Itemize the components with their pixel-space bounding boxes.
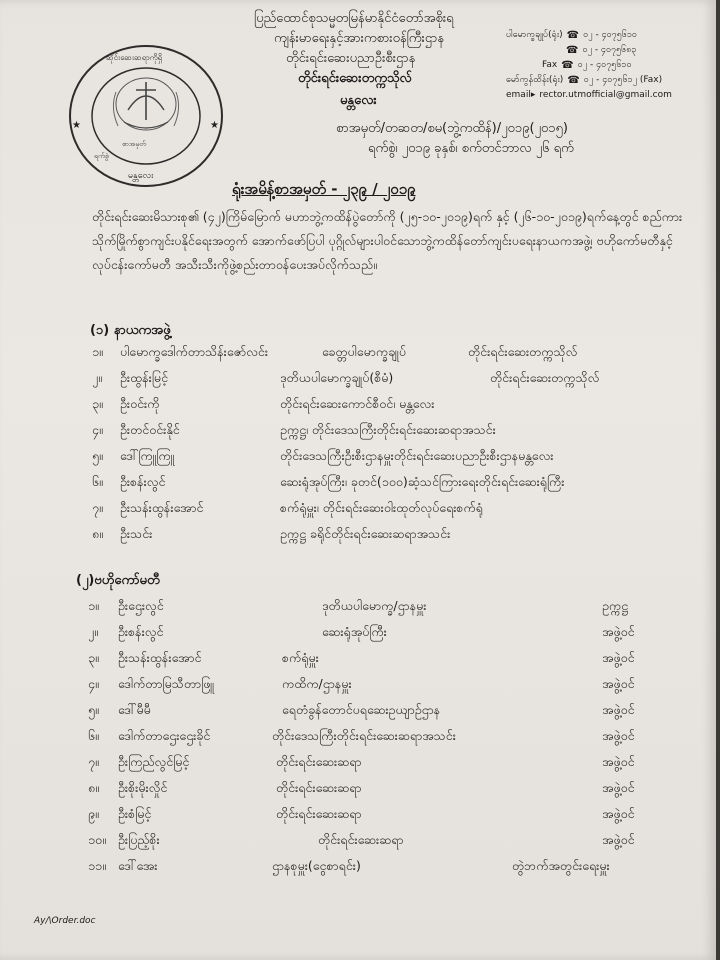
contact-number: ၀၂ - ၄၀၇၅၆၈၃ xyxy=(582,45,637,55)
member-position: ဌာနစုမှူး(ငွေစာရင်း) xyxy=(272,858,361,873)
phone-icon: ☎ xyxy=(567,75,580,86)
header-line-1: ပြည်ထောင်စုသမ္မတမြန်မာနိုင်ငံတော်အစိုးရ xyxy=(254,11,454,26)
item-number: ၉။ xyxy=(88,806,99,821)
member-name: ပါမောက္ခဒေါက်တာသိန်းဇော်လင်း xyxy=(120,344,269,359)
university-seal-icon xyxy=(66,42,226,190)
item-number: ၃။ xyxy=(92,396,103,411)
member-organization: တိုင်းရင်းဆေးတက္ကသိုလ် xyxy=(490,370,600,385)
member-position: စက်ရုံမှူး၊ တိုင်းရင်းဆေးဝါးထုတ်လုပ်ရေးစက်ရုံ xyxy=(280,500,483,515)
member-name: ဒေါ်အေး xyxy=(118,858,158,873)
contact-label: မော်ကွန်ထိန်း(ရုံး) xyxy=(506,75,564,85)
reference-number: စာအမှတ်/တဆတ/စမ(ဘွဲ့ကထိန်)/၂၀၁၉(၂၀၁၅) xyxy=(336,121,568,136)
phone-icon: ☎ xyxy=(566,30,580,41)
seal-left-text: စာအမှတ် xyxy=(122,140,147,148)
contact-number: ၀၂ - ၄၀၇၅၆၁၀ xyxy=(583,30,637,40)
header-line-3: တိုင်းရင်းဆေးပညာဦးစီးဌာန xyxy=(286,51,416,66)
order-paragraph: တိုင်းရင်းဆေးမိသားစု၏ (၄၂)ကြိမ်မြောက် မဟာဘွဲ့ကထိန်ပွဲတော်ကို (၂၅-၁၀-၂၀၁၉)ရက် နှင့် (၂၆-၁၀-၂၀၁၉)ရက်နေ့တွင် စည်ကားသိုက်မြိုက်စွာကျင်းပနိုင်ရေးအတွက် အောက်ဖော်ပြပါ ပုဂ္ဂိုလ်များပါဝင်သောဘွဲ့ကထိန်တော်ကျင်းပရေးနာယကအဖွဲ့၊ ဗဟိုကော်မတီနှင့် လုပ်ငန်းကော်မတီ အသီးသီးကိုဖွဲ့စည်းတာဝန်ပေးအပ်လိုက်သည်။ xyxy=(92,209,683,272)
member-role: အဖွဲ့ဝင် xyxy=(602,624,635,639)
contact-label: ပါမောက္ခချုပ်(ရုံး) xyxy=(506,30,563,40)
seal-bottom-text: မန္တလေး xyxy=(128,171,154,181)
contact-row xyxy=(506,58,716,73)
item-number: ၇။ xyxy=(88,754,99,769)
member-name: ဦးပြည့်စိုး xyxy=(118,832,160,847)
member-position: ကထိက/ဌာနမှူး xyxy=(282,676,352,691)
email-address[interactable]: rector.utmofficial@gmail.com xyxy=(539,90,672,100)
item-number: ၇။ xyxy=(92,500,103,515)
member-position: ခေတ္တပါမောက္ခချုပ် xyxy=(322,344,407,359)
member-name: ဒေါ်ကြူကြူ xyxy=(120,448,175,463)
member-role: အဖွဲ့ဝင် xyxy=(602,650,635,665)
contact-label: Fax xyxy=(542,60,558,70)
member-role: ဥက္ကဋ္ဌ xyxy=(602,598,628,613)
member-name: ဦးသန်းထွန်းအောင် xyxy=(118,650,202,665)
fax-icon: ☎ xyxy=(561,60,574,71)
list-item xyxy=(0,396,716,422)
member-name: ဦးစိုးမိုးလှိုင် xyxy=(118,780,168,795)
member-name: ဦးသန်းထွန်းအောင် xyxy=(120,500,204,515)
item-number: ၆။ xyxy=(92,474,103,489)
member-name: ဦးစံမြင့် xyxy=(118,806,152,821)
member-position: ရေတံခွန်တောင်ပရဆေးဥယျာဉ်ဌာန xyxy=(282,702,441,717)
seal-top-text: ဆိုင်းဆေးဆရာကိုရှိ xyxy=(106,53,163,62)
item-number: ၂။ xyxy=(92,370,102,385)
member-position: တိုင်းရင်းဆေးဆရာ xyxy=(276,754,362,769)
document-date: ရက်စွဲ၊ ၂၀၁၉ ခုနှစ်၊ စက်တင်ဘာလ ၂၆ ရက် xyxy=(368,141,574,156)
member-position: ဒုတိယပါမောက္ခချုပ်(စီမံ) xyxy=(280,370,394,385)
list-item xyxy=(0,676,716,702)
email-label: email▸ xyxy=(506,90,536,100)
svg-text:★: ★ xyxy=(72,120,81,131)
member-position: ဆေးရုံအုပ်ကြီး xyxy=(322,624,387,639)
item-number: ၃။ xyxy=(88,650,99,665)
member-role: အဖွဲ့ဝင် xyxy=(602,806,635,821)
member-position: ဥက္ကဋ္ဌ၊ တိုင်းဒေသကြီးတိုင်းရင်းဆေးဆရာအသင်း xyxy=(280,422,496,437)
member-position: ဥက္ကဋ္ဌ ခရိုင်တိုင်းရင်းဆေးဆရာအသင်း xyxy=(280,526,451,541)
member-role: အဖွဲ့ဝင် xyxy=(602,702,635,717)
member-position: တိုင်းဒေသကြီးတိုင်းရင်းဆေးဆရာအသင်း xyxy=(272,728,456,743)
contact-number: ၀၂ - ၄၀၇၅၆၁၀ xyxy=(577,60,632,70)
header-line-5: မန္တလေး xyxy=(340,93,377,108)
list-item xyxy=(0,624,716,650)
member-position: စက်ရုံမှူး xyxy=(282,650,319,665)
list-item xyxy=(0,500,716,526)
order-title: ရုံးအမိန့်စာအမှတ် - ၂၃၉ / ၂၀၁၉ xyxy=(232,180,416,198)
member-name: ဒေါက်တာမြသီတာဖြူ xyxy=(118,676,214,691)
list-item xyxy=(0,422,716,448)
member-name: ဦးကြည်လွင်မြင့် xyxy=(118,754,190,769)
item-number: ၅။ xyxy=(88,702,99,717)
item-number: ၁၁။ xyxy=(88,858,106,873)
list-item xyxy=(0,370,716,396)
member-name: ဦးစန်းလွင် xyxy=(120,474,166,489)
member-name: ဒေါ်မီမီ xyxy=(118,702,151,717)
list-item xyxy=(0,806,716,832)
item-number: ၅။ xyxy=(92,448,103,463)
item-number: ၁။ xyxy=(88,598,99,613)
contact-row xyxy=(506,28,716,43)
member-role: အဖွဲ့ဝင် xyxy=(602,780,635,795)
member-position: တိုင်းရင်းဆေးကောင်စီဝင်၊ မန္တလေး xyxy=(280,396,435,411)
member-name: ဒေါက်တာဌေးဌေးခိုင် xyxy=(118,728,211,743)
member-role: အဖွဲ့ဝင် xyxy=(602,832,635,847)
header-line-4: တိုင်းရင်းဆေးတက္ကသိုလ် xyxy=(298,71,412,86)
item-number: ၈။ xyxy=(88,780,99,795)
list-item xyxy=(0,702,716,728)
list-item xyxy=(0,728,716,754)
item-number: ၄။ xyxy=(92,422,103,437)
list-item xyxy=(0,448,716,474)
section-title-central-committee: (၂)ဗဟိုကော်မတီ xyxy=(76,573,160,588)
member-name: ဦးစန်းလွင် xyxy=(118,624,164,639)
section-title-patrons: (၁) နာယကအဖွဲ့ xyxy=(90,323,171,338)
item-number: ၆။ xyxy=(88,728,99,743)
header-line-2: ကျန်းမာရေးနှင့်အားကစားဝန်ကြီးဌာန xyxy=(274,31,445,46)
contact-row xyxy=(506,88,716,103)
list-item xyxy=(0,780,716,806)
list-item xyxy=(0,754,716,780)
list-item xyxy=(0,526,716,552)
list-item xyxy=(0,598,716,624)
member-position: တိုင်းရင်းဆေးဆရာ xyxy=(276,806,362,821)
member-position: ဆေးရုံအုပ်ကြီး၊ ခုတင်(၁၀၀)ဆံ့သင်ကြားရေးတိုင်းရင်းဆေးရုံကြီး xyxy=(280,474,565,489)
item-number: ၁၀။ xyxy=(88,832,106,847)
member-name: ဦးသင်း xyxy=(120,526,153,541)
member-position: တိုင်းရင်းဆေးဆရာ xyxy=(276,780,362,795)
contact-row xyxy=(506,43,716,58)
list-item xyxy=(0,474,716,500)
member-organization: တိုင်းရင်းဆေးတက္ကသိုလ် xyxy=(468,344,578,359)
contact-row xyxy=(506,73,716,88)
member-name: ဦးဌေးလွင် xyxy=(118,598,164,613)
phone-icon: ☎ xyxy=(566,45,579,56)
list-item xyxy=(0,832,716,858)
member-role: တွဲဘက်အတွင်းရေးမှူး xyxy=(512,858,610,873)
file-name: Ay/\Order.doc xyxy=(34,916,96,926)
seal-date-text: ရက်စွဲ xyxy=(94,152,109,160)
list-item xyxy=(0,858,716,884)
member-position: တိုင်းရင်းဆေးဆရာ xyxy=(318,832,404,847)
member-name: ဦးထွန်းမြင့် xyxy=(120,370,169,385)
member-role: အဖွဲ့ဝင် xyxy=(602,676,635,691)
svg-text:★: ★ xyxy=(210,120,219,131)
member-name: ဦးဝင်းကို xyxy=(120,396,160,411)
member-name: ဦးတင်ဝင်းနိုင် xyxy=(120,422,180,437)
contact-block xyxy=(506,28,716,103)
list-item xyxy=(0,650,716,676)
item-number: ၈။ xyxy=(92,526,103,541)
item-number: ၁။ xyxy=(92,344,103,359)
member-position: ဒုတိယပါမောက္ခ/ဌာနမှူး xyxy=(322,598,427,613)
contact-number: ၀၂ - ၄၀၇၅၆၁၂ (Fax) xyxy=(583,75,663,85)
item-number: ၂။ xyxy=(88,624,98,639)
member-role: အဖွဲ့ဝင် xyxy=(602,754,635,769)
list-item xyxy=(0,344,716,370)
member-position: တိုင်းဒေသကြီးဦးစီးဌာနမှူးတိုင်းရင်းဆေးပညာဦးစီးဌာနမန္တလေး xyxy=(280,448,554,463)
item-number: ၄။ xyxy=(88,676,99,691)
member-role: အဖွဲ့ဝင် xyxy=(602,728,635,743)
